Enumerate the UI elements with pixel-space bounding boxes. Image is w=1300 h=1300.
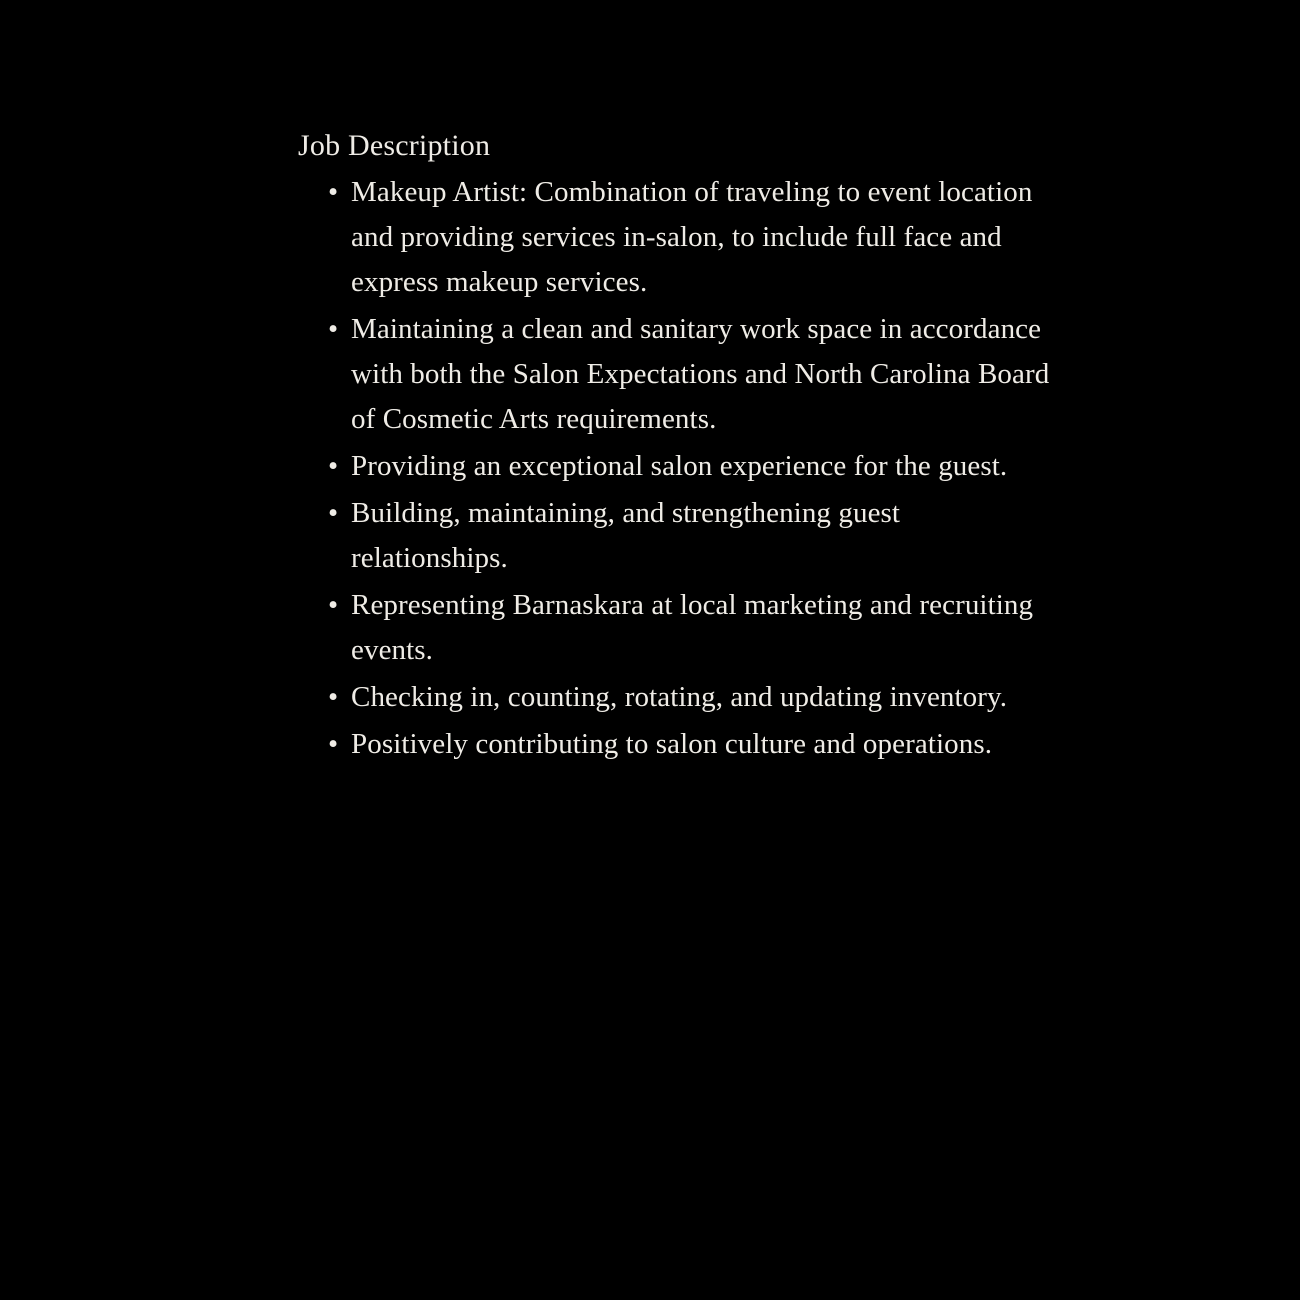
list-item <box>298 675 1051 720</box>
list-item-text: Positively contributing to salon culture and operations. <box>351 728 993 760</box>
page-title: Job Description <box>298 129 491 162</box>
bullet-icon: • <box>328 728 339 760</box>
list-item <box>298 491 1051 581</box>
list-item <box>298 307 1051 442</box>
bullet-icon: • <box>328 450 339 482</box>
list-item <box>298 583 1051 673</box>
bullet-icon: • <box>328 176 339 208</box>
bullet-icon: • <box>328 497 339 529</box>
list-item-text: Building, maintaining, and strengthening guest relationships. <box>351 497 901 574</box>
list-item-text: Representing Barnaskara at local marketing and recruiting events. <box>351 589 1034 666</box>
list-item <box>298 444 1051 489</box>
bullet-icon: • <box>328 313 339 345</box>
list-item-text: Makeup Artist: Combination of traveling to event location and providing services in-salon, to include full face and express makeup services. <box>351 176 1033 298</box>
list-item-text: Providing an exceptional salon experience for the guest. <box>351 450 1008 482</box>
bullet-icon: • <box>328 589 339 621</box>
list-item <box>298 722 1051 767</box>
bullet-icon: • <box>328 681 339 713</box>
document-content <box>298 124 1058 767</box>
list-item <box>298 170 1051 305</box>
list-item-text: Maintaining a clean and sanitary work space in accordance with both the Salon Expectations and North Carolina Board of Cosmetic Arts requirements. <box>351 313 1050 435</box>
job-description-list <box>298 170 1058 767</box>
list-item-text: Checking in, counting, rotating, and updating inventory. <box>351 681 1008 713</box>
